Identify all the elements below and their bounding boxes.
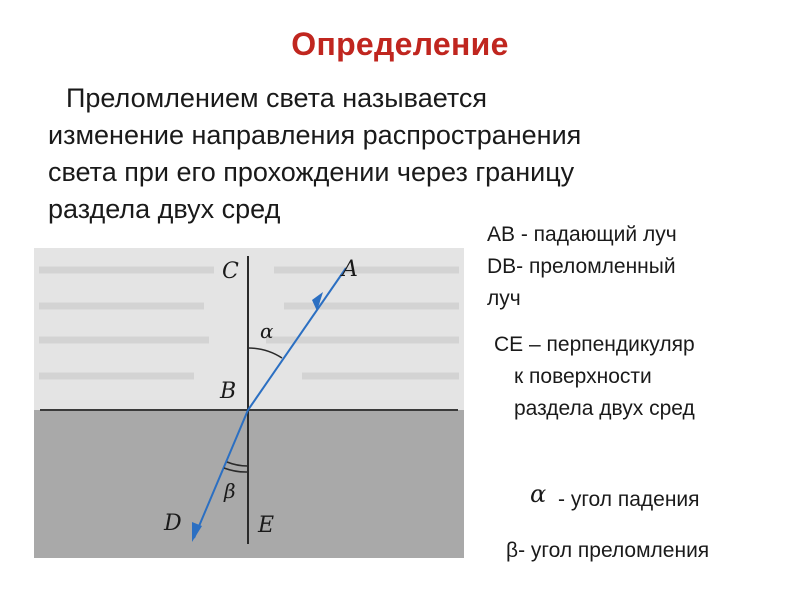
label-c: C [222, 259, 239, 284]
label-alpha: α [260, 319, 274, 343]
legend-ce-line-3: раздела двух сред [514, 397, 695, 420]
label-e: E [258, 513, 275, 538]
legend-alpha-symbol: α [530, 480, 547, 508]
legend-ce-line-2: к поверхности [514, 365, 652, 388]
refraction-diagram [34, 248, 464, 558]
definition-line-2: изменение направления распространения [48, 120, 582, 150]
slide-title: Определение [291, 26, 509, 62]
legend-ab: AB - падающий луч [487, 223, 677, 246]
definition-line-3: света при его прохождении через границу [48, 157, 575, 187]
label-a: A [342, 257, 358, 282]
legend-beta-text: β- угол преломления [506, 539, 710, 562]
definition-line-1: Преломлением света называется [66, 83, 488, 113]
legend-alpha-text: - угол падения [558, 488, 700, 511]
label-beta: β [224, 479, 236, 503]
legend-db-line-1: DB- преломленный [487, 255, 676, 278]
legend-ce-line-1: CE – перпендикуляр [494, 333, 695, 356]
label-d: D [164, 511, 182, 536]
legend-db-line-2: луч [487, 287, 521, 310]
label-b: B [220, 379, 237, 404]
definition-line-4: раздела двух сред [48, 194, 281, 224]
definition-text [48, 80, 768, 228]
